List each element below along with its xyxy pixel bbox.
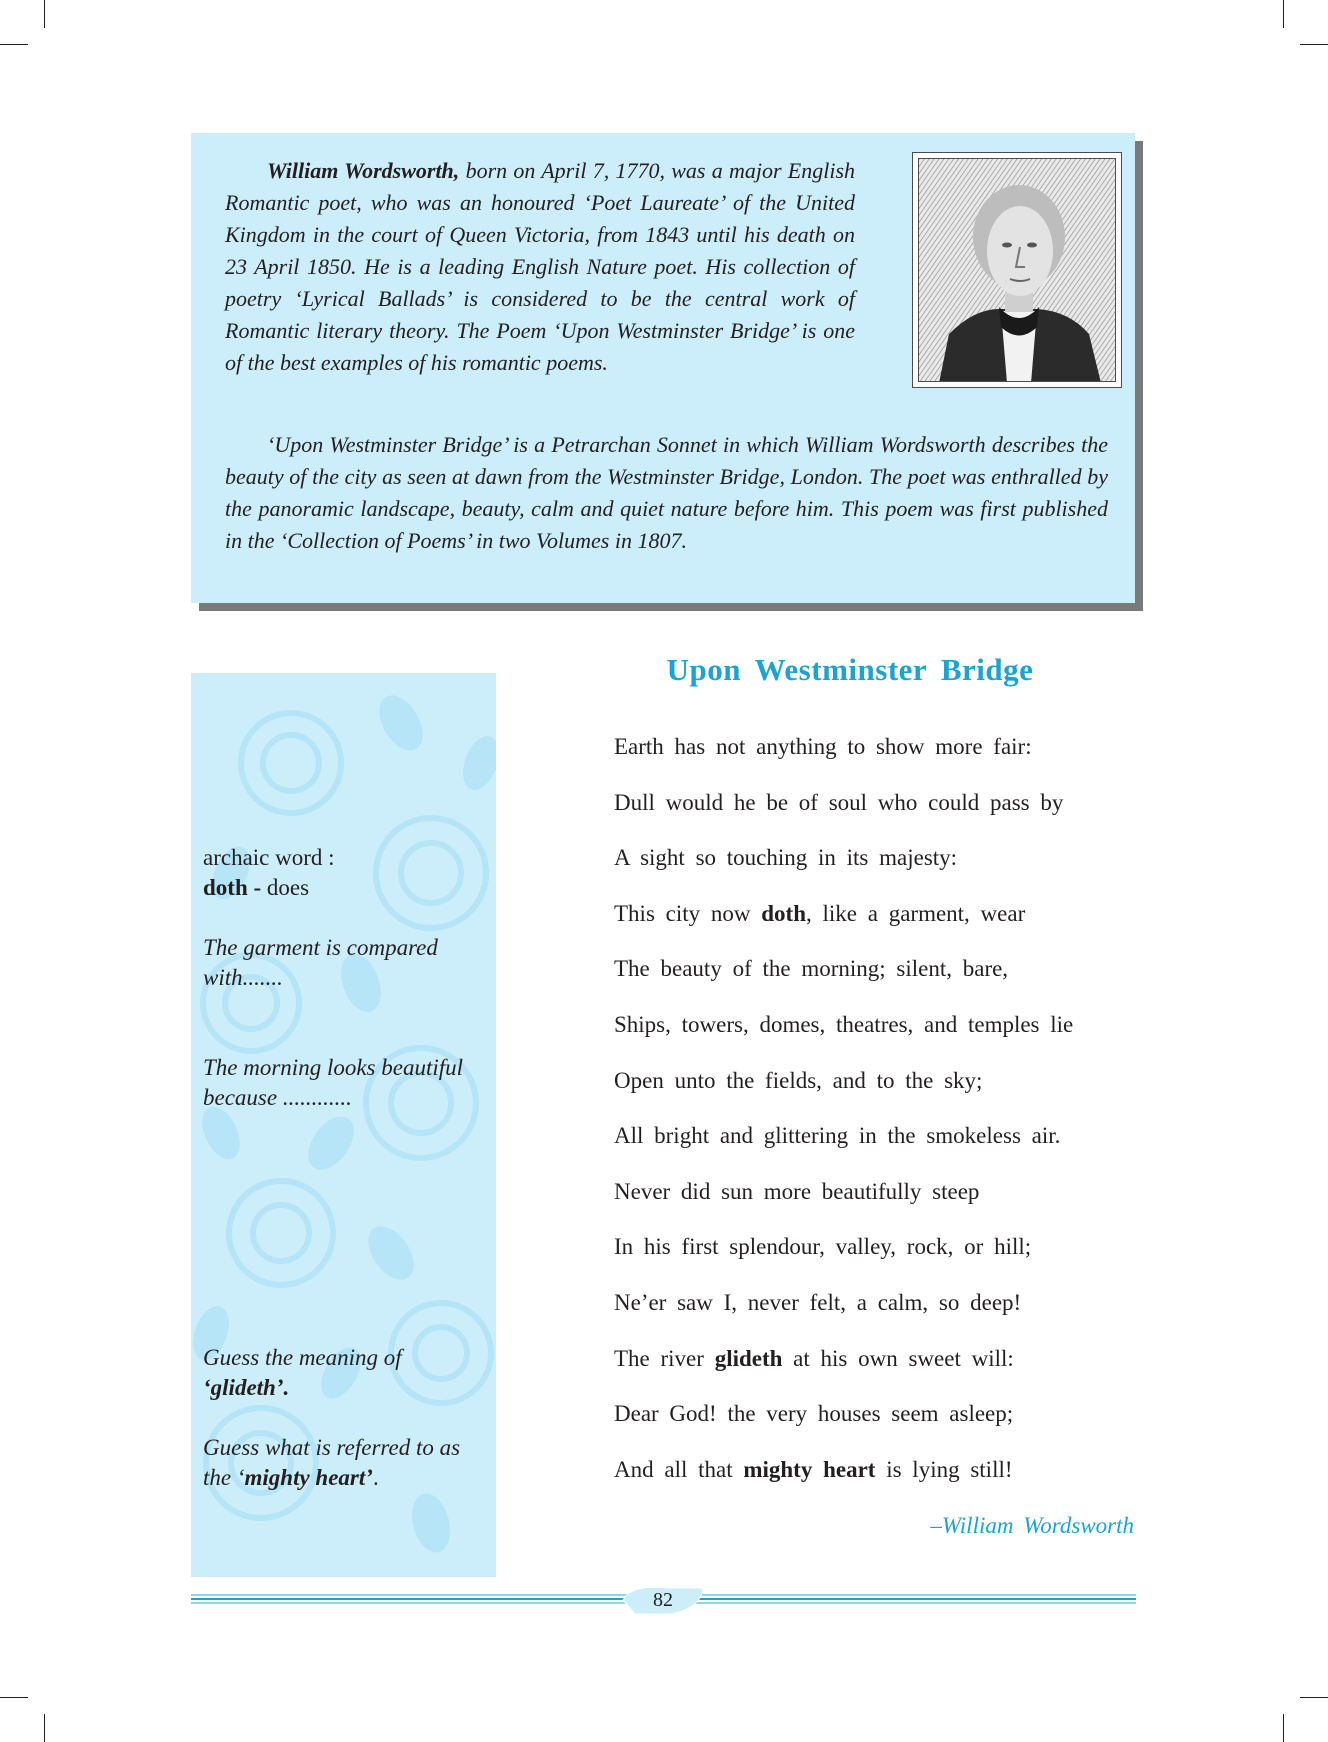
poem-line (614, 1289, 1021, 1317)
crop-mark (44, 0, 45, 28)
poem-line-bold-word: doth (761, 900, 806, 926)
poem-line-text-end: , like a garment, wear (806, 900, 1026, 926)
poem-line-bold-word: glideth (714, 1345, 783, 1371)
question-glideth-text: Guess the meaning of (203, 1345, 402, 1370)
intro-paragraph-poem-info: ‘Upon Westminster Bridge’ is a Petrarchan Sonnet in which William Wordsworth describes the beauty of the city as seen at dawn from the Westminster Bridge, London. The poet was enthralled by the panoramic landscape, beauty, calm and quiet nature before him. This poem was first published in the ‘Collection of Poems’ in two Volumes in 1807. (225, 432, 1108, 553)
crop-mark (1283, 1714, 1284, 1742)
question-mighty-heart-end: . (372, 1465, 379, 1490)
poet-portrait-frame (912, 152, 1122, 388)
poem-line-text: All bright and glittering in the smokeless air. (614, 1123, 1061, 1149)
note-question-glideth (203, 1343, 488, 1403)
poem-line-text: The beauty of the morning; silent, bare, (614, 956, 1009, 982)
poem-line-text: In his first splendour, valley, rock, or hill; (614, 1234, 1032, 1260)
intro-poet-name: William Wordsworth, (267, 158, 460, 183)
question-mighty-heart-word: mighty heart’ (244, 1465, 373, 1490)
archaic-word: doth - (203, 875, 262, 900)
poet-portrait-image (918, 158, 1116, 382)
poem-line (614, 1400, 1013, 1428)
question-glideth-word: ‘glideth’. (203, 1375, 290, 1400)
poem-line-text: Never did sun more beautifully steep (614, 1178, 980, 1204)
poem-line (614, 955, 1008, 983)
poem-line (614, 1178, 979, 1206)
poem-line-text: Dear God! the very houses seem asleep; (614, 1401, 1014, 1427)
poem-line (614, 844, 957, 872)
poem-line-text: Earth has not anything to show more fair: (614, 734, 1032, 759)
crop-mark (1283, 0, 1284, 28)
poem-line-bold-word: mighty heart (743, 1456, 876, 1482)
poem-line-text: Open unto the fields, and to the sky; (614, 1067, 983, 1093)
poem-line-text-end: is lying still! (875, 1456, 1013, 1482)
poem-line (614, 789, 1063, 817)
archaic-word-meaning: does (261, 875, 310, 900)
archaic-word-definition (203, 873, 488, 903)
intro-biography-text: born on April 7, 1770, was a major English Romantic poet, who was an honoured ‘Poet Laureate’ of the United Kingdom in the court of Queen Victoria, from 1843 until his death on 23 April 1850. He is a leading English Nature poet. His collection of poetry ‘Lyrical Ballads’ is considered to be the central work of Romantic literary theory. The Poem ‘Upon Westminster Bridge’ is one of the best examples of his romantic poems. (225, 158, 856, 375)
note-archaic-word (203, 843, 488, 903)
poem-line-text-end: at his own sweet will: (782, 1345, 1014, 1371)
note-question-mighty-heart (203, 1433, 488, 1493)
poem-line-text: A sight so touching in its majesty: (614, 845, 958, 871)
poem-line-text: This city now (614, 900, 762, 926)
side-notes-panel (191, 673, 496, 1577)
poem-line (614, 1011, 1073, 1039)
poem-line (614, 1067, 982, 1095)
poem-author: –William Wordsworth (930, 1513, 1134, 1538)
poem-line (614, 1345, 1014, 1373)
question-mighty-heart-text: Guess what is referred to as the ‘ (203, 1435, 461, 1490)
poem-line (614, 1122, 1060, 1150)
poem-line-text: Ships, towers, domes, theatres, and temples lie (614, 1012, 1074, 1037)
question-garment-text: The garment is compared with....... (203, 935, 438, 990)
poem-line-text: The river (614, 1345, 715, 1371)
poem-line (614, 900, 1025, 928)
crop-mark (1300, 1697, 1328, 1698)
poem-line-text: Dull would he be of soul who could pass by (614, 789, 1064, 815)
crop-mark (0, 44, 28, 45)
poem-line-text: Ne’er saw I, never felt, a calm, so deep! (614, 1290, 1022, 1315)
poem-title: Upon Westminster Bridge (666, 652, 1034, 687)
question-morning-text: The morning looks beautiful because ............ (203, 1055, 464, 1110)
poem-line (614, 733, 1032, 761)
crop-mark (44, 1714, 45, 1742)
portrait-engraving (919, 159, 1116, 382)
poem-line (614, 1456, 1013, 1484)
crop-mark (0, 1697, 28, 1698)
crop-mark (1300, 44, 1328, 45)
page-number: 82 (653, 1589, 673, 1611)
poem-line (614, 1233, 1031, 1261)
note-question-morning (203, 1053, 488, 1113)
poem-line-text: And all that (614, 1456, 744, 1482)
archaic-word-label: archaic word : (203, 845, 335, 870)
note-question-garment (203, 933, 488, 993)
